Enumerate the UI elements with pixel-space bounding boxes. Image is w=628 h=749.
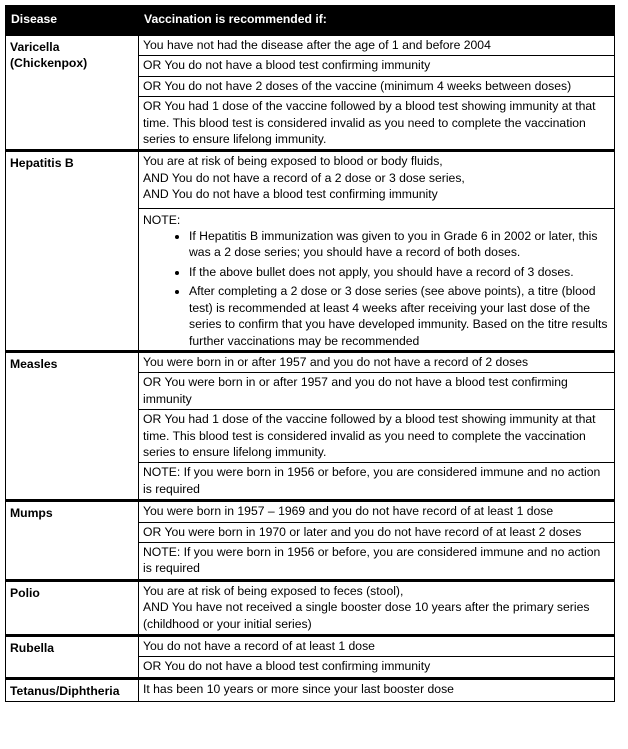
vaccination-table-container xyxy=(5,5,615,702)
criteria-cell: You have not had the disease after the age of 1 and before 2004 xyxy=(139,35,615,56)
list-item: • If the above bullet does not apply, you should have a record of 3 doses. xyxy=(189,264,610,280)
table-row xyxy=(6,501,615,522)
note-cell: NOTE: If you were born in 1956 or before, you are considered immune and no action is required xyxy=(139,542,615,580)
criteria-line: AND You have not received a single booster dose 10 years after the primary series (childhood or your initial series) xyxy=(143,600,590,631)
criteria-cell: OR You were born in 1970 or later and you do not have record of at least 2 doses xyxy=(139,522,615,542)
vaccination-table xyxy=(5,5,615,702)
disease-name-mumps: Mumps xyxy=(6,501,139,581)
table-row xyxy=(6,580,615,635)
disease-name-measles: Measles xyxy=(6,351,139,500)
criteria-cell: OR You had 1 dose of the vaccine followed by a blood test showing immunity at that time. This blood test is considered invalid as you need to complete the vaccination series to ensure lifelong immunity. xyxy=(139,410,615,463)
header-disease: Disease xyxy=(6,6,139,35)
disease-name-tetanus-diphtheria: Tetanus/Diphtheria xyxy=(6,678,139,701)
criteria-cell: OR You do not have a blood test confirming immunity xyxy=(139,56,615,76)
header-recommendation: Vaccination is recommended if: xyxy=(139,6,615,35)
disease-name-polio: Polio xyxy=(6,580,139,635)
table-row xyxy=(6,636,615,657)
disease-name-line: Varicella xyxy=(10,40,60,54)
criteria-cell: It has been 10 years or more since your last booster dose xyxy=(139,678,615,701)
criteria-cell: You were born in 1957 – 1969 and you do not have record of at least 1 dose xyxy=(139,501,615,522)
criteria-line: AND You do not have a blood test confirming immunity xyxy=(143,187,438,202)
criteria-line: AND You do not have a record of a 2 dose or 3 dose series, xyxy=(143,170,465,185)
table-row xyxy=(6,351,615,372)
list-item: • After completing a 2 dose or 3 dose series (see above points), a titre (blood test) is recommended at least 4 weeks after receiving your last dose of the series to confirm that you have developed immunity. Based on the titre results further vaccinations may be recommended xyxy=(189,283,610,349)
criteria-cell xyxy=(139,580,615,635)
disease-name-rubella: Rubella xyxy=(6,636,139,679)
note-label: NOTE: xyxy=(143,212,181,227)
table-row xyxy=(6,35,615,56)
disease-name-line: (Chickenpox) xyxy=(10,56,88,71)
criteria-cell: OR You were born in or after 1957 and you do not have a blood test confirming immunity xyxy=(139,373,615,410)
note-bullet-list xyxy=(143,228,610,349)
table-row xyxy=(6,151,615,208)
criteria-line: You are at risk of being exposed to blood or body fluids, xyxy=(143,154,443,169)
disease-name-varicella xyxy=(6,35,139,151)
criteria-line: You are at risk of being exposed to feces (stool), xyxy=(143,583,404,598)
header-row xyxy=(6,6,615,35)
table-row xyxy=(6,678,615,701)
note-cell xyxy=(139,208,615,351)
criteria-cell: OR You do not have a blood test confirming immunity xyxy=(139,657,615,678)
criteria-cell: OR You do not have 2 doses of the vaccine (minimum 4 weeks between doses) xyxy=(139,76,615,96)
criteria-cell xyxy=(139,151,615,208)
disease-name-hepatitis-b: Hepatitis B xyxy=(6,151,139,351)
criteria-cell: You do not have a record of at least 1 dose xyxy=(139,636,615,657)
list-item: • If Hepatitis B immunization was given to you in Grade 6 in 2002 or later, this was a 2 dose series; you should have a record of both doses. xyxy=(189,228,610,261)
note-cell: NOTE: If you were born in 1956 or before, you are considered immune and no action is required xyxy=(139,463,615,501)
criteria-cell: You were born in or after 1957 and you do not have a record of 2 doses xyxy=(139,351,615,372)
criteria-cell: OR You had 1 dose of the vaccine followed by a blood test showing immunity at that time. This blood test is considered invalid as you need to complete the vaccination series to ensure lifelong immunity. xyxy=(139,97,615,151)
